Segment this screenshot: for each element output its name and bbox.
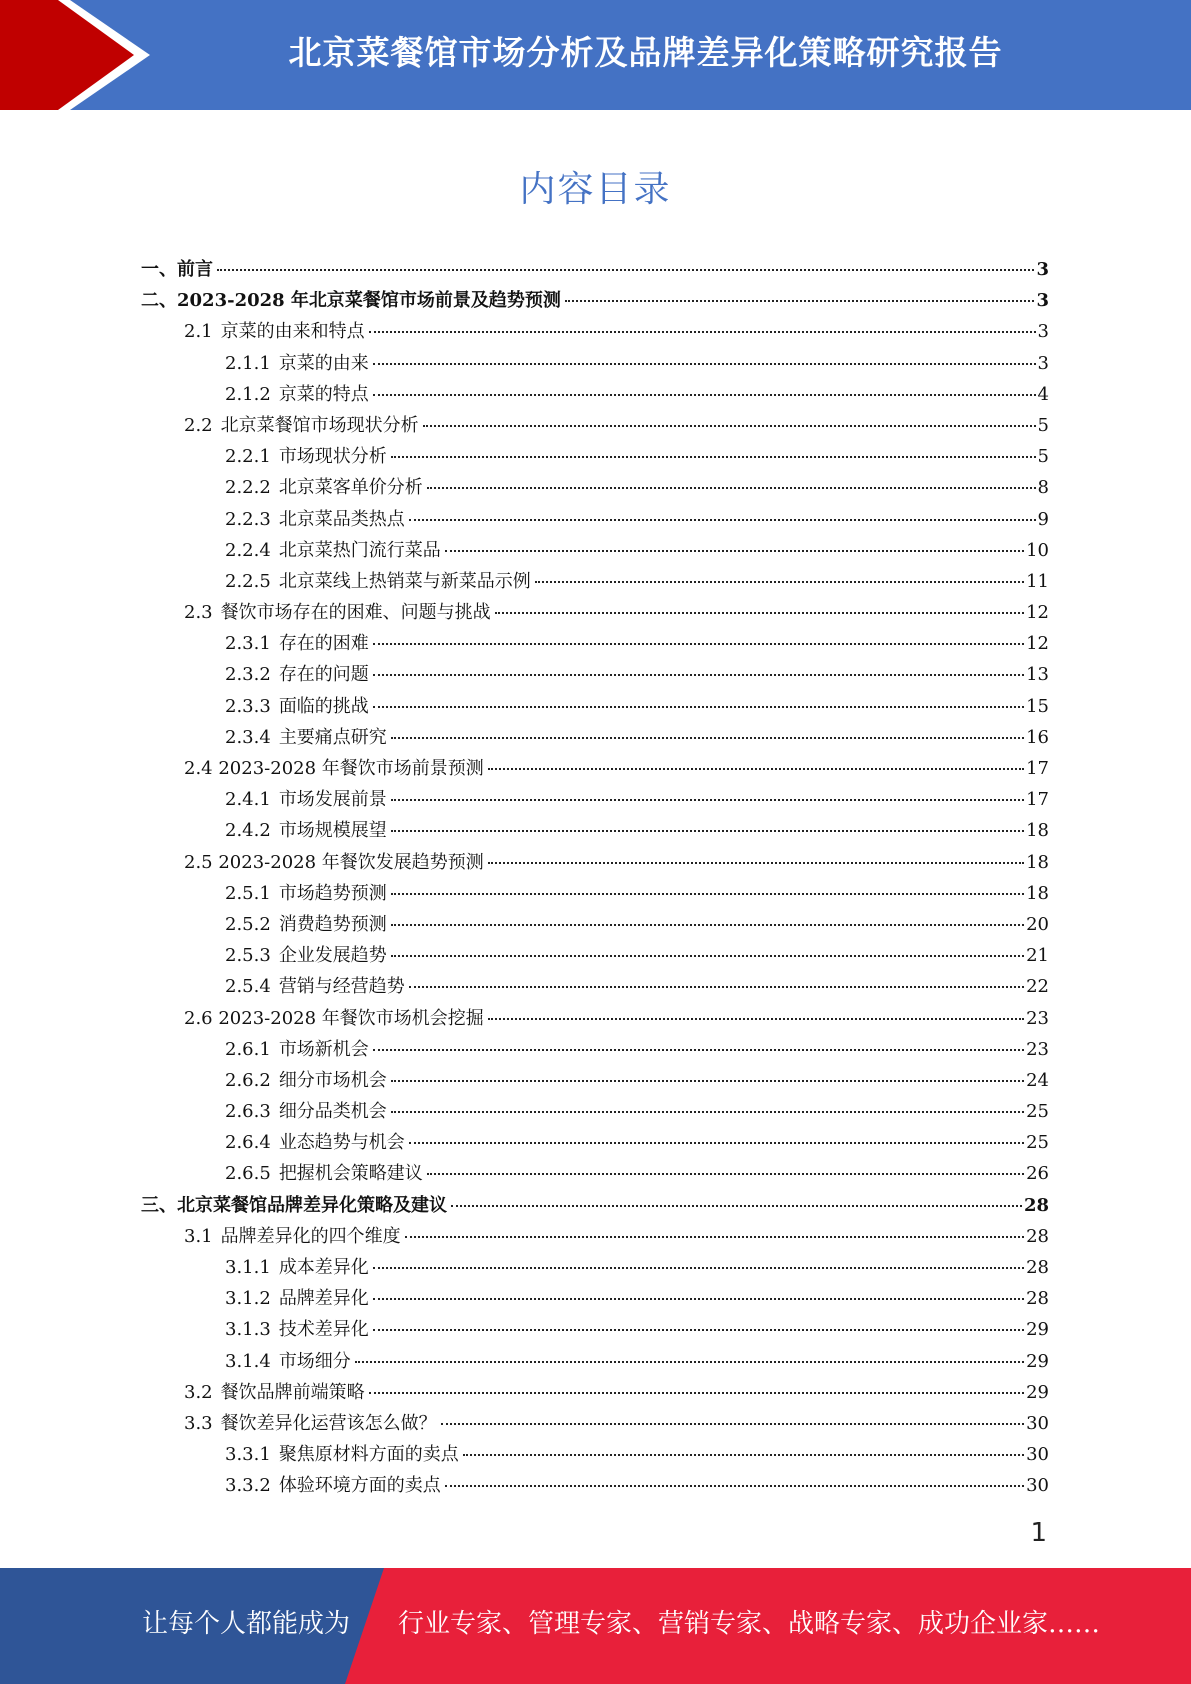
toc-entry-page: 15: [1026, 695, 1049, 717]
toc-entry-page: 3: [1036, 290, 1049, 312]
toc-entry-label: 二、2023-2028 年北京菜餐馆市场前景及趋势预测: [141, 290, 561, 312]
toc-entry-number: 2.5.2: [225, 913, 271, 935]
toc-entry[interactable]: [141, 1221, 1049, 1252]
toc-entry-number: 2.6.3: [225, 1101, 271, 1123]
toc-entry-page: 18: [1026, 882, 1049, 904]
toc-entry-page: 11: [1026, 570, 1049, 592]
toc-entry-label: 成本差异化: [278, 1257, 369, 1278]
toc-dot-leader: [409, 1142, 1024, 1144]
toc-entry[interactable]: [141, 472, 1049, 503]
toc-entry[interactable]: [141, 1470, 1049, 1501]
toc-dot-leader: [495, 612, 1024, 614]
toc-entry-page: 29: [1026, 1350, 1049, 1372]
toc-dot-leader: [373, 1329, 1024, 1331]
toc-entry[interactable]: [141, 753, 1049, 784]
toc-entry-number: 3.3.1: [225, 1444, 271, 1466]
toc-entry-page: 5: [1037, 446, 1049, 468]
toc-entry-label: 一、前言: [141, 259, 213, 280]
toc-entry[interactable]: [141, 1065, 1049, 1096]
toc-entry-label: 餐饮差异化运营该怎么做？: [220, 1412, 437, 1434]
toc-entry-label: 北京菜客单价分析: [278, 477, 423, 499]
toc-entry-page: 26: [1026, 1163, 1049, 1185]
toc-entry-page: 28: [1026, 1257, 1049, 1278]
toc-entry-label: 市场现状分析: [278, 446, 387, 468]
header-banner: [0, 0, 1191, 110]
toc-entry[interactable]: [141, 847, 1049, 878]
toc-entry-label: 北京菜餐馆市场现状分析: [220, 414, 419, 436]
toc-entry-number: 2.4.1: [225, 789, 271, 811]
toc-dot-leader: [391, 924, 1024, 926]
toc-dot-leader: [391, 737, 1024, 739]
toc-entry-number: 2.6.4: [225, 1132, 271, 1154]
toc-entry[interactable]: [141, 1252, 1049, 1283]
toc-entry-number: 3.3: [184, 1412, 213, 1434]
toc-entry-number: 2.2.4: [225, 539, 271, 561]
toc-entry[interactable]: [141, 628, 1049, 659]
toc-dot-leader: [373, 643, 1024, 645]
toc-dot-leader: [445, 550, 1024, 552]
toc-entry[interactable]: [141, 784, 1049, 815]
toc-entry-number: 3.1.3: [225, 1319, 271, 1341]
footer-slogan-left: 让每个人都能成为: [142, 1609, 351, 1639]
toc-entry[interactable]: [141, 722, 1049, 753]
toc-entry-number: 2.3.3: [225, 695, 271, 717]
toc-entry-number: 2.6.1: [225, 1038, 271, 1060]
toc-entry-page: 13: [1026, 664, 1049, 686]
toc-entry[interactable]: [141, 348, 1049, 379]
toc-dot-leader: [369, 1392, 1024, 1394]
toc-entry[interactable]: [141, 1346, 1049, 1377]
toc-entry-number: 2.5.1: [225, 882, 271, 904]
toc-entry[interactable]: [141, 254, 1049, 285]
toc-entry-label: 营销与经营趋势: [278, 976, 405, 998]
toc-entry-number: 3.1: [184, 1225, 213, 1247]
toc-entry-page: 12: [1026, 602, 1049, 624]
toc-entry-page: 30: [1026, 1475, 1049, 1497]
toc-dot-leader: [391, 955, 1024, 957]
toc-entry-label: 细分品类机会: [278, 1101, 387, 1123]
toc-entry[interactable]: [141, 1096, 1049, 1127]
toc-entry-page: 24: [1026, 1069, 1049, 1091]
toc-entry-number: 2.1.1: [225, 352, 271, 374]
toc-dot-leader: [391, 1111, 1024, 1113]
toc-entry[interactable]: [141, 878, 1049, 909]
toc-entry[interactable]: [141, 566, 1049, 597]
toc-dot-leader: [451, 1205, 1022, 1207]
toc-entry[interactable]: [141, 285, 1049, 316]
toc-entry-page: 25: [1026, 1132, 1049, 1154]
toc-entry[interactable]: [141, 971, 1049, 1002]
toc-entry-number: 2.2.1: [225, 446, 271, 468]
toc-entry[interactable]: [141, 1439, 1049, 1470]
toc-dot-leader: [463, 1454, 1024, 1456]
toc-entry-number: 2.1: [184, 321, 213, 343]
toc-entry-label: 2.5 2023-2028 年餐饮发展趋势预测: [184, 851, 484, 873]
toc-entry-label: 市场发展前景: [278, 789, 387, 811]
toc-entry-page: 18: [1026, 820, 1049, 842]
toc-entry-label: 聚焦原材料方面的卖点: [278, 1444, 459, 1466]
toc-entry[interactable]: [141, 1377, 1049, 1408]
toc-dot-leader: [373, 394, 1036, 396]
toc-entry-label: 京菜的由来和特点: [220, 321, 365, 343]
toc-entry-label: 2.6 2023-2028 年餐饮市场机会挖掘: [184, 1007, 484, 1029]
toc-dot-leader: [565, 300, 1035, 302]
toc-dot-leader: [535, 581, 1024, 583]
toc-dot-leader: [373, 706, 1024, 708]
toc-entry-label: 企业发展趋势: [278, 945, 387, 967]
toc-entry-page: 28: [1023, 1194, 1049, 1216]
toc-entry[interactable]: [141, 597, 1049, 628]
toc-entry-label: 京菜的特点: [278, 383, 369, 405]
toc-entry-label: 市场趋势预测: [278, 882, 387, 904]
toc-entry-label: 北京菜线上热销菜与新菜品示例: [278, 570, 531, 592]
toc-entry[interactable]: [141, 316, 1049, 347]
toc-entry[interactable]: [141, 815, 1049, 846]
toc-entry-page: 8: [1037, 477, 1049, 499]
toc-entry-number: 2.3.1: [225, 633, 271, 655]
toc-entry[interactable]: [141, 909, 1049, 940]
toc-dot-leader: [391, 830, 1024, 832]
toc-entry-label: 存在的困难: [278, 633, 369, 655]
toc-dot-leader: [373, 1267, 1024, 1269]
toc-entry[interactable]: [141, 1127, 1049, 1158]
toc-entry-page: 28: [1026, 1225, 1049, 1247]
toc-entry[interactable]: [141, 1003, 1049, 1034]
toc-entry-page: 10: [1026, 539, 1049, 561]
toc-entry-page: 4: [1037, 383, 1049, 405]
toc-entry[interactable]: [141, 940, 1049, 971]
toc-entry-label: 北京菜热门流行菜品: [278, 539, 441, 561]
toc-entry[interactable]: [141, 1034, 1049, 1065]
toc-entry-page: 3: [1036, 259, 1049, 280]
toc-entry-label: 业态趋势与机会: [278, 1132, 405, 1154]
toc-entry-label: 体验环境方面的卖点: [278, 1475, 441, 1497]
toc-entry-page: 23: [1026, 1007, 1049, 1029]
toc-entry[interactable]: [141, 1314, 1049, 1345]
toc-dot-leader: [391, 456, 1036, 458]
toc-entry-label: 市场规模展望: [278, 820, 387, 842]
toc-entry-number: 2.2.3: [225, 508, 271, 530]
toc-entry-number: 3.2: [184, 1381, 213, 1403]
toc-dot-leader: [409, 519, 1036, 521]
toc-entry-label: 品牌差异化的四个维度: [220, 1225, 401, 1247]
toc-entry-number: 2.5.3: [225, 945, 271, 967]
toc-dot-leader: [423, 425, 1036, 427]
toc-entry-number: 2.1.2: [225, 383, 271, 405]
footer-banner: [0, 1568, 1191, 1684]
report-title: 北京菜餐馆市场分析及品牌差异化策略研究报告: [288, 33, 1003, 72]
toc-dot-leader: [391, 893, 1024, 895]
toc-dot-leader: [391, 799, 1024, 801]
toc-entry-page: 28: [1026, 1288, 1049, 1310]
toc-entry-label: 存在的问题: [278, 664, 369, 686]
toc-entry-page: 16: [1026, 726, 1049, 748]
toc-dot-leader: [427, 487, 1036, 489]
toc-entry-page: 12: [1026, 633, 1049, 655]
toc-entry-page: 5: [1037, 414, 1049, 436]
toc-entry-number: 2.6.5: [225, 1163, 271, 1185]
table-of-contents: [141, 254, 1049, 1502]
toc-entry-number: 2.2: [184, 414, 213, 436]
toc-dot-leader: [445, 1485, 1024, 1487]
toc-entry[interactable]: [141, 1408, 1049, 1439]
toc-entry-label: 品牌差异化: [278, 1288, 369, 1310]
toc-entry-page: 3: [1037, 352, 1049, 374]
toc-entry[interactable]: [141, 1190, 1049, 1221]
toc-dot-leader: [217, 269, 1034, 271]
toc-dot-leader: [391, 1080, 1024, 1082]
header-arrow-icon: [0, 0, 160, 110]
toc-entry-number: 2.2.2: [225, 477, 271, 499]
toc-entry-number: 3.3.2: [225, 1475, 271, 1497]
toc-entry-label: 餐饮市场存在的困难、问题与挑战: [220, 602, 491, 624]
toc-entry[interactable]: [141, 504, 1049, 535]
toc-dot-leader: [373, 1049, 1024, 1051]
toc-entry-page: 18: [1026, 851, 1049, 873]
toc-entry-page: 3: [1037, 321, 1049, 343]
toc-entry[interactable]: [141, 441, 1049, 472]
toc-dot-leader: [373, 674, 1024, 676]
toc-entry-number: 2.3.2: [225, 664, 271, 686]
toc-entry[interactable]: [141, 535, 1049, 566]
toc-entry-number: 2.3: [184, 602, 213, 624]
toc-entry-label: 三、北京菜餐馆品牌差异化策略及建议: [141, 1194, 447, 1216]
toc-entry-number: 3.1.1: [225, 1257, 271, 1278]
toc-entry-page: 22: [1026, 976, 1049, 998]
toc-entry-page: 17: [1026, 789, 1049, 811]
toc-entry[interactable]: [141, 1158, 1049, 1189]
toc-entry-label: 京菜的由来: [278, 352, 369, 374]
toc-entry[interactable]: [141, 1283, 1049, 1314]
toc-entry-page: 30: [1026, 1444, 1049, 1466]
toc-dot-leader: [373, 363, 1036, 365]
toc-entry-page: 30: [1026, 1412, 1049, 1434]
toc-entry-number: 2.5.4: [225, 976, 271, 998]
toc-entry-number: 3.1.4: [225, 1350, 271, 1372]
toc-entry-page: 23: [1026, 1038, 1049, 1060]
toc-entry-page: 29: [1026, 1319, 1049, 1341]
toc-entry-page: 21: [1026, 945, 1049, 967]
toc-entry-label: 餐饮品牌前端策略: [220, 1381, 365, 1403]
toc-entry-label: 面临的挑战: [278, 695, 369, 717]
toc-entry-page: 29: [1026, 1381, 1049, 1403]
toc-entry-label: 市场细分: [278, 1350, 351, 1372]
toc-entry-label: 市场新机会: [278, 1038, 369, 1060]
page-number: 1: [1030, 1518, 1047, 1548]
toc-dot-leader: [488, 768, 1024, 770]
toc-entry-page: 20: [1026, 913, 1049, 935]
toc-dot-leader: [441, 1423, 1024, 1425]
toc-entry-number: 3.1.2: [225, 1288, 271, 1310]
toc-entry-label: 技术差异化: [278, 1319, 369, 1341]
toc-entry-number: 2.2.5: [225, 570, 271, 592]
toc-entry[interactable]: [141, 659, 1049, 690]
toc-entry-label: 2.4 2023-2028 年餐饮市场前景预测: [184, 758, 484, 779]
toc-entry-number: 2.4.2: [225, 820, 271, 842]
toc-entry-number: 2.6.2: [225, 1069, 271, 1091]
toc-entry-label: 主要痛点研究: [278, 726, 387, 748]
toc-dot-leader: [488, 862, 1024, 864]
toc-entry-label: 把握机会策略建议: [278, 1163, 423, 1185]
toc-entry-page: 9: [1037, 508, 1049, 530]
toc-entry[interactable]: [141, 379, 1049, 410]
footer-slogan-right: 行业专家、管理专家、营销专家、战略专家、成功企业家……: [398, 1609, 1101, 1639]
toc-entry-label: 消费趋势预测: [278, 913, 387, 935]
toc-dot-leader: [405, 1236, 1024, 1238]
toc-entry[interactable]: [141, 691, 1049, 722]
toc-dot-leader: [409, 986, 1024, 988]
toc-entry[interactable]: [141, 410, 1049, 441]
toc-dot-leader: [369, 331, 1036, 333]
toc-entry-page: 25: [1026, 1101, 1049, 1123]
toc-entry-page: 17: [1026, 758, 1049, 779]
toc-dot-leader: [427, 1173, 1024, 1175]
toc-entry-number: 2.3.4: [225, 726, 271, 748]
toc-dot-leader: [488, 1018, 1024, 1020]
toc-entry-label: 北京菜品类热点: [278, 508, 405, 530]
toc-dot-leader: [355, 1361, 1024, 1363]
toc-heading: 内容目录: [519, 169, 672, 210]
toc-dot-leader: [373, 1298, 1024, 1300]
toc-entry-label: 细分市场机会: [278, 1069, 387, 1091]
